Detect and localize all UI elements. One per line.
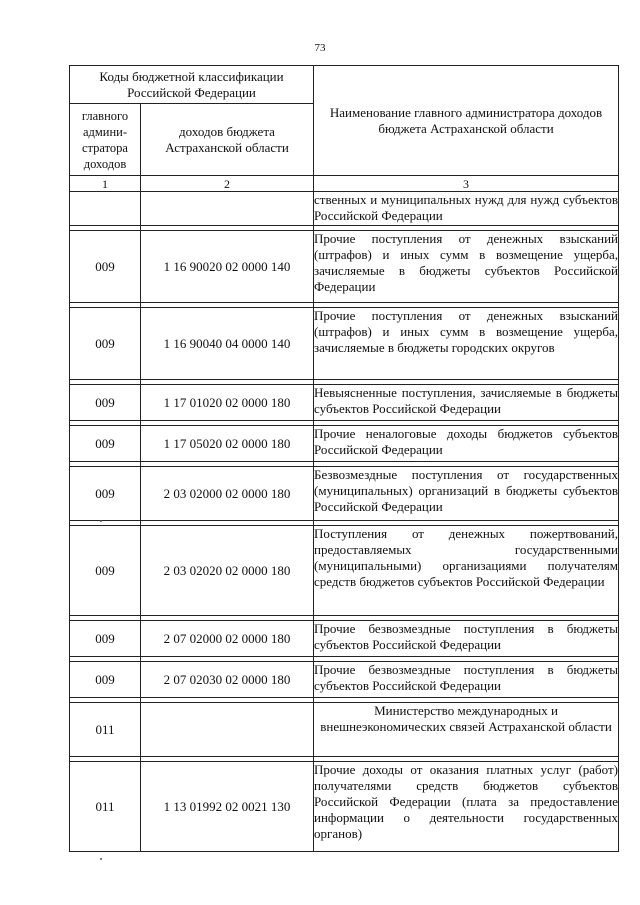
budget-classification-table bbox=[69, 65, 619, 852]
table-row bbox=[70, 231, 619, 303]
income-name-cell: Безвозмездные поступления от государственных (муниципальных) организаций в бюджеты субъектов Российской Федерации bbox=[314, 467, 619, 521]
table-row bbox=[70, 662, 619, 698]
table-row bbox=[70, 621, 619, 657]
header-income-column: доходов бюджета Астраханской области bbox=[141, 104, 314, 176]
admin-code-cell: 011 bbox=[70, 762, 141, 852]
table-row bbox=[70, 426, 619, 462]
admin-code-cell: 009 bbox=[70, 662, 141, 698]
income-name-cell: Прочие безвозмездные поступления в бюджеты субъектов Российской Федерации bbox=[314, 662, 619, 698]
admin-code-cell: 009 bbox=[70, 231, 141, 303]
income-code-cell: 1 17 01020 02 0000 180 bbox=[141, 385, 314, 421]
header-codes-title: Коды бюджетной классификации Российской Федерации bbox=[70, 66, 314, 104]
income-name-cell: Министерство международных и внешнеэкономических связей Астраханской области bbox=[314, 703, 619, 757]
income-code-cell: 1 13 01992 02 0021 130 bbox=[141, 762, 314, 852]
income-name-cell: ственных и муниципальных нужд для нужд субъектов Российской Федерации bbox=[314, 192, 619, 226]
column-number-1: 1 bbox=[70, 176, 141, 192]
income-code-cell bbox=[141, 192, 314, 226]
table-row bbox=[70, 467, 619, 521]
admin-code-cell: 009 bbox=[70, 526, 141, 616]
income-name-cell: Прочие неналоговые доходы бюджетов субъектов Российской Федерации bbox=[314, 426, 619, 462]
income-code-cell: 2 07 02000 02 0000 180 bbox=[141, 621, 314, 657]
admin-code-cell bbox=[70, 192, 141, 226]
income-code-cell bbox=[141, 703, 314, 757]
admin-code-cell: 009 bbox=[70, 467, 141, 521]
admin-code-cell: 009 bbox=[70, 621, 141, 657]
income-name-cell: Прочие поступления от денежных взысканий (штрафов) и иных сумм в возмещение ущерба, зачисляемые в бюджеты городских округов bbox=[314, 308, 619, 380]
admin-code-cell: 009 bbox=[70, 308, 141, 380]
header-name-column: Наименование главного администратора доходов бюджета Астраханской области bbox=[314, 66, 619, 176]
table-row bbox=[70, 192, 619, 226]
column-number-3: 3 bbox=[314, 176, 619, 192]
income-code-cell: 1 16 90040 04 0000 140 bbox=[141, 308, 314, 380]
table-row bbox=[70, 526, 619, 616]
income-code-cell: 1 16 90020 02 0000 140 bbox=[141, 231, 314, 303]
header-admin-column: главного админи-стратора доходов bbox=[70, 104, 141, 176]
income-name-cell: Прочие поступления от денежных взысканий (штрафов) и иных сумм в возмещение ущерба, зачисляемые в бюджеты субъектов Российской Федерации bbox=[314, 231, 619, 303]
admin-code-cell: 009 bbox=[70, 385, 141, 421]
income-code-cell: 2 03 02000 02 0000 180 bbox=[141, 467, 314, 521]
scan-speck bbox=[100, 858, 102, 860]
table-row bbox=[70, 385, 619, 421]
income-name-cell: Невыясненные поступления, зачисляемые в бюджеты субъектов Российской Федерации bbox=[314, 385, 619, 421]
income-code-cell: 2 07 02030 02 0000 180 bbox=[141, 662, 314, 698]
income-name-cell: Прочие доходы от оказания платных услуг (работ) получателями средств бюджетов субъектов Российской Федерации (плата за предоставление информации о деятельности государственных органов) bbox=[314, 762, 619, 852]
income-code-cell: 2 03 02020 02 0000 180 bbox=[141, 526, 314, 616]
table-body bbox=[70, 192, 619, 852]
income-name-cell: Поступления от денежных пожертвований, предоставляемых государственными (муниципальными) организациями получателям средств бюджетов субъектов Российской Федерации bbox=[314, 526, 619, 616]
scan-speck bbox=[100, 520, 102, 522]
admin-code-cell: 009 bbox=[70, 426, 141, 462]
income-code-cell: 1 17 05020 02 0000 180 bbox=[141, 426, 314, 462]
page-number: 73 bbox=[314, 42, 326, 54]
table-row bbox=[70, 308, 619, 380]
income-name-cell: Прочие безвозмездные поступления в бюджеты субъектов Российской Федерации bbox=[314, 621, 619, 657]
table-row bbox=[70, 762, 619, 852]
table-row bbox=[70, 703, 619, 757]
admin-code-cell: 011 bbox=[70, 703, 141, 757]
column-number-2: 2 bbox=[141, 176, 314, 192]
